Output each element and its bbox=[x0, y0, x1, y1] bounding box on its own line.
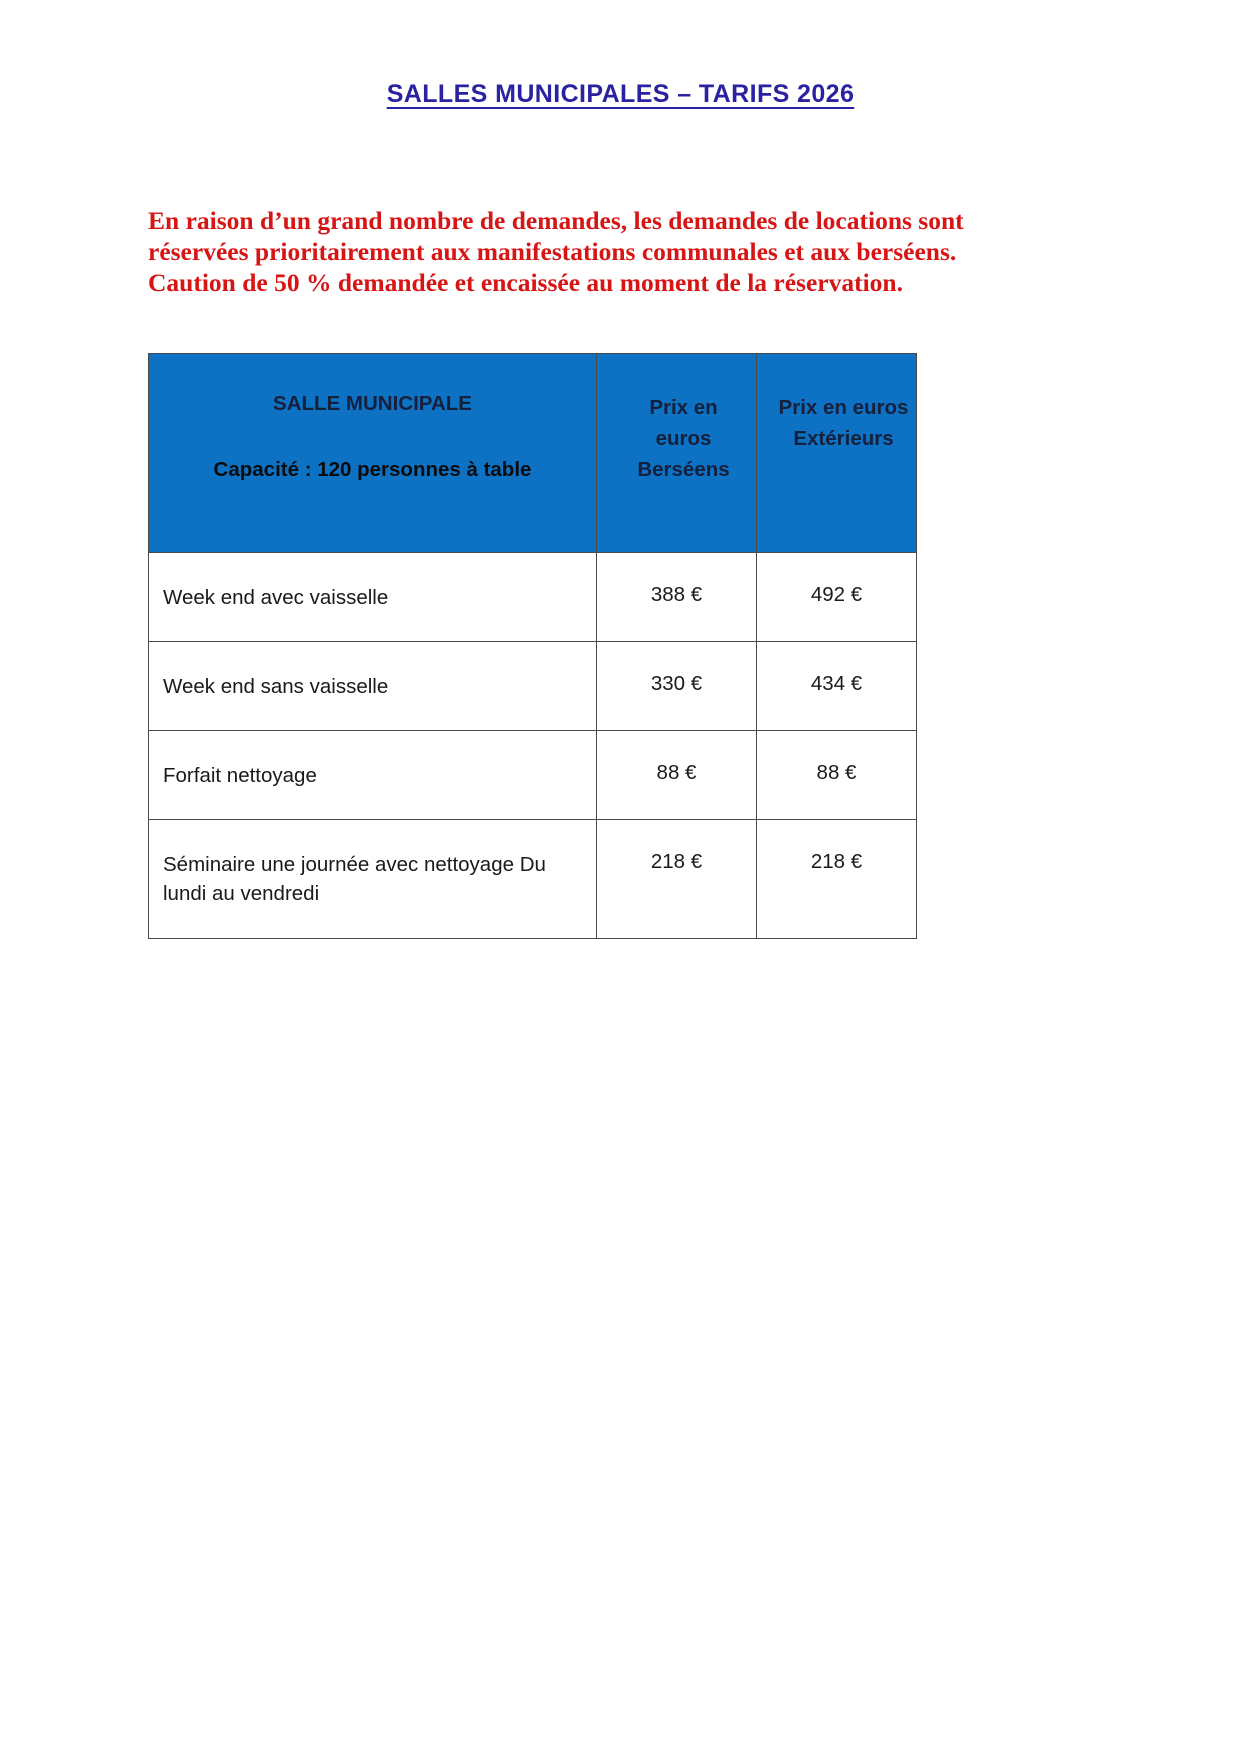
designation-text bbox=[149, 820, 596, 908]
cell-designation bbox=[149, 731, 597, 820]
cell-price-exterior bbox=[757, 553, 917, 642]
table-row bbox=[149, 553, 917, 642]
header-price-local-line-2: euros bbox=[655, 427, 712, 450]
designation-line-2: lundi au vendredi bbox=[163, 882, 320, 905]
cell-price-exterior bbox=[757, 820, 917, 939]
designation-text: Week end avec vaisselle bbox=[163, 586, 389, 609]
notice-line-2: réservées prioritairement aux manifestations communales et aux berséens. bbox=[148, 237, 957, 266]
cell-price-exterior bbox=[757, 642, 917, 731]
header-price-local-line-3: Berséens bbox=[637, 458, 730, 481]
price-exterior-text: 492 € bbox=[810, 583, 863, 606]
price-local-text: 218 € bbox=[650, 850, 703, 873]
header-designation-title: SALLE MUNICIPALE bbox=[273, 392, 472, 415]
page-title-text: SALLES MUNICIPALES – TARIFS 2026 bbox=[386, 80, 855, 108]
table-row bbox=[149, 642, 917, 731]
price-local-text: 88 € bbox=[656, 761, 697, 784]
designation-line-1: Séminaire une journée avec nettoyage Du bbox=[163, 853, 546, 876]
header-price-exterior-line-1: Prix en euros bbox=[778, 396, 909, 419]
table-row bbox=[149, 820, 917, 939]
cell-designation bbox=[149, 642, 597, 731]
cell-price-exterior bbox=[757, 731, 917, 820]
tariff-table bbox=[148, 353, 917, 939]
price-local-text: 388 € bbox=[650, 583, 703, 606]
page-title bbox=[0, 80, 1241, 109]
notice-line-3: Caution de 50 % demandée et encaissée au moment de la réservation. bbox=[148, 268, 903, 297]
cell-price-local bbox=[597, 731, 757, 820]
table-header-row bbox=[149, 354, 917, 553]
header-price-exterior-line-2: Extérieurs bbox=[793, 427, 894, 450]
cell-designation bbox=[149, 820, 597, 939]
header-price-local-line-1: Prix en bbox=[649, 396, 718, 419]
header-cell-price-local bbox=[597, 354, 757, 553]
price-exterior-text: 88 € bbox=[816, 761, 857, 784]
price-exterior-text: 218 € bbox=[810, 850, 863, 873]
designation-text: Week end sans vaisselle bbox=[163, 675, 389, 698]
price-local-text: 330 € bbox=[650, 672, 703, 695]
table-row bbox=[149, 731, 917, 820]
price-exterior-text: 434 € bbox=[810, 672, 863, 695]
header-price-local bbox=[597, 354, 756, 485]
header-cell-designation bbox=[149, 354, 597, 553]
cell-price-local bbox=[597, 642, 757, 731]
designation-text: Forfait nettoyage bbox=[163, 764, 317, 787]
cell-designation bbox=[149, 553, 597, 642]
cell-price-local bbox=[597, 553, 757, 642]
notice-line-1: En raison d’un grand nombre de demandes, les demandes de locations sont bbox=[148, 206, 964, 235]
header-cell-price-exterior bbox=[757, 354, 917, 553]
header-designation-capacity: Capacité : 120 personnes à table bbox=[213, 458, 532, 481]
header-price-exterior bbox=[757, 354, 916, 454]
notice-paragraph bbox=[148, 205, 978, 298]
cell-price-local bbox=[597, 820, 757, 939]
